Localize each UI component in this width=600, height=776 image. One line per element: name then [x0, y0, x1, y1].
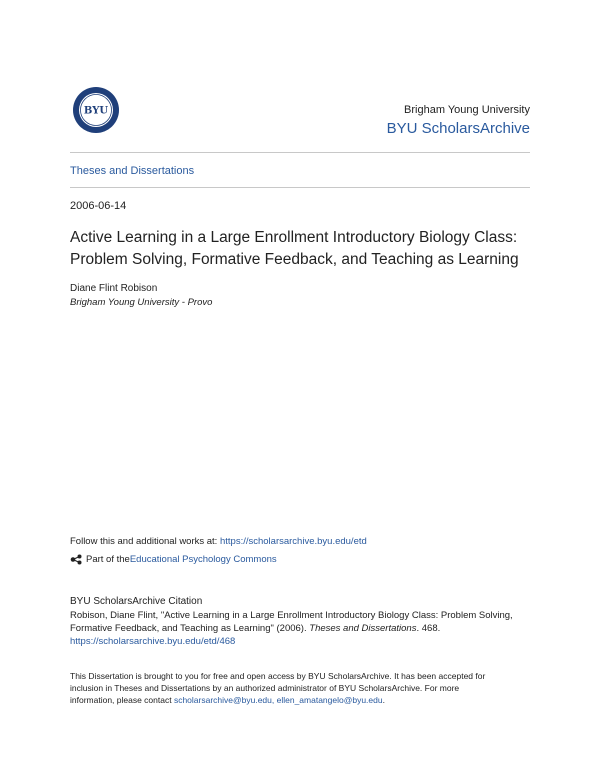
access-notice: [70, 670, 530, 706]
citation-line-1: Robison, Diane Flint, "Active Learning in a Large Enrollment Introductory Biology Class: Problem Solving,: [70, 610, 513, 621]
partof-label: Part of the: [86, 554, 130, 565]
contact-email-link[interactable]: scholarsarchive@byu.edu, ellen_amatangelo@byu.edu: [173, 695, 383, 705]
series-link[interactable]: Theses and Dissertations: [70, 165, 195, 177]
notice-line-1: This Dissertation is brought to you for free and open access by BYU ScholarsArchive. It has been accepted for: [70, 671, 486, 681]
byu-seal-logo: [72, 86, 120, 134]
author-affiliation: Brigham Young University - Provo: [70, 297, 213, 308]
etd-url-link[interactable]: https://scholarsarchive.byu.edu/etd: [219, 536, 367, 547]
archive-name[interactable]: BYU ScholarsArchive: [386, 120, 530, 137]
author-name: Diane Flint Robison: [70, 283, 158, 294]
part-of-line: [70, 554, 277, 565]
commons-network-icon: [70, 554, 83, 565]
follow-line: [70, 536, 367, 547]
citation-line-2: [70, 622, 540, 635]
citation-line-2-end: . 468.: [416, 623, 441, 634]
notice-line-2: inclusion in Theses and Dissertations by an authorized administrator of BYU ScholarsArchive. For more: [70, 683, 460, 693]
citation-line-2-text: Formative Feedback, and Teaching as Learning" (2006).: [70, 623, 310, 634]
citation-heading: BYU ScholarsArchive Citation: [70, 596, 203, 607]
citation-url-link[interactable]: https://scholarsarchive.byu.edu/etd/468: [70, 636, 236, 647]
divider-top: [70, 152, 530, 153]
title-line-2: Problem Solving, Formative Feedback, and Teaching as Learning: [70, 251, 519, 268]
institution-name: Brigham Young University: [404, 104, 530, 116]
divider-series: [70, 187, 530, 188]
citation-block: [70, 595, 540, 648]
institution-block: [387, 104, 530, 137]
publication-date: 2006-06-14: [70, 200, 127, 212]
citation-series-italic: Theses and Dissertations: [309, 623, 417, 634]
follow-label: Follow this and additional works at:: [70, 536, 220, 547]
educational-psychology-commons-link[interactable]: Educational Psychology Commons: [129, 554, 277, 565]
notice-line-3: [70, 694, 530, 706]
notice-line-3-end: .: [382, 695, 385, 705]
notice-line-3-text: information, please contact: [70, 695, 174, 705]
title-line-1: Active Learning in a Large Enrollment Introductory Biology Class:: [70, 229, 518, 246]
document-title: [70, 227, 540, 271]
seal-text: BYU: [83, 105, 109, 117]
